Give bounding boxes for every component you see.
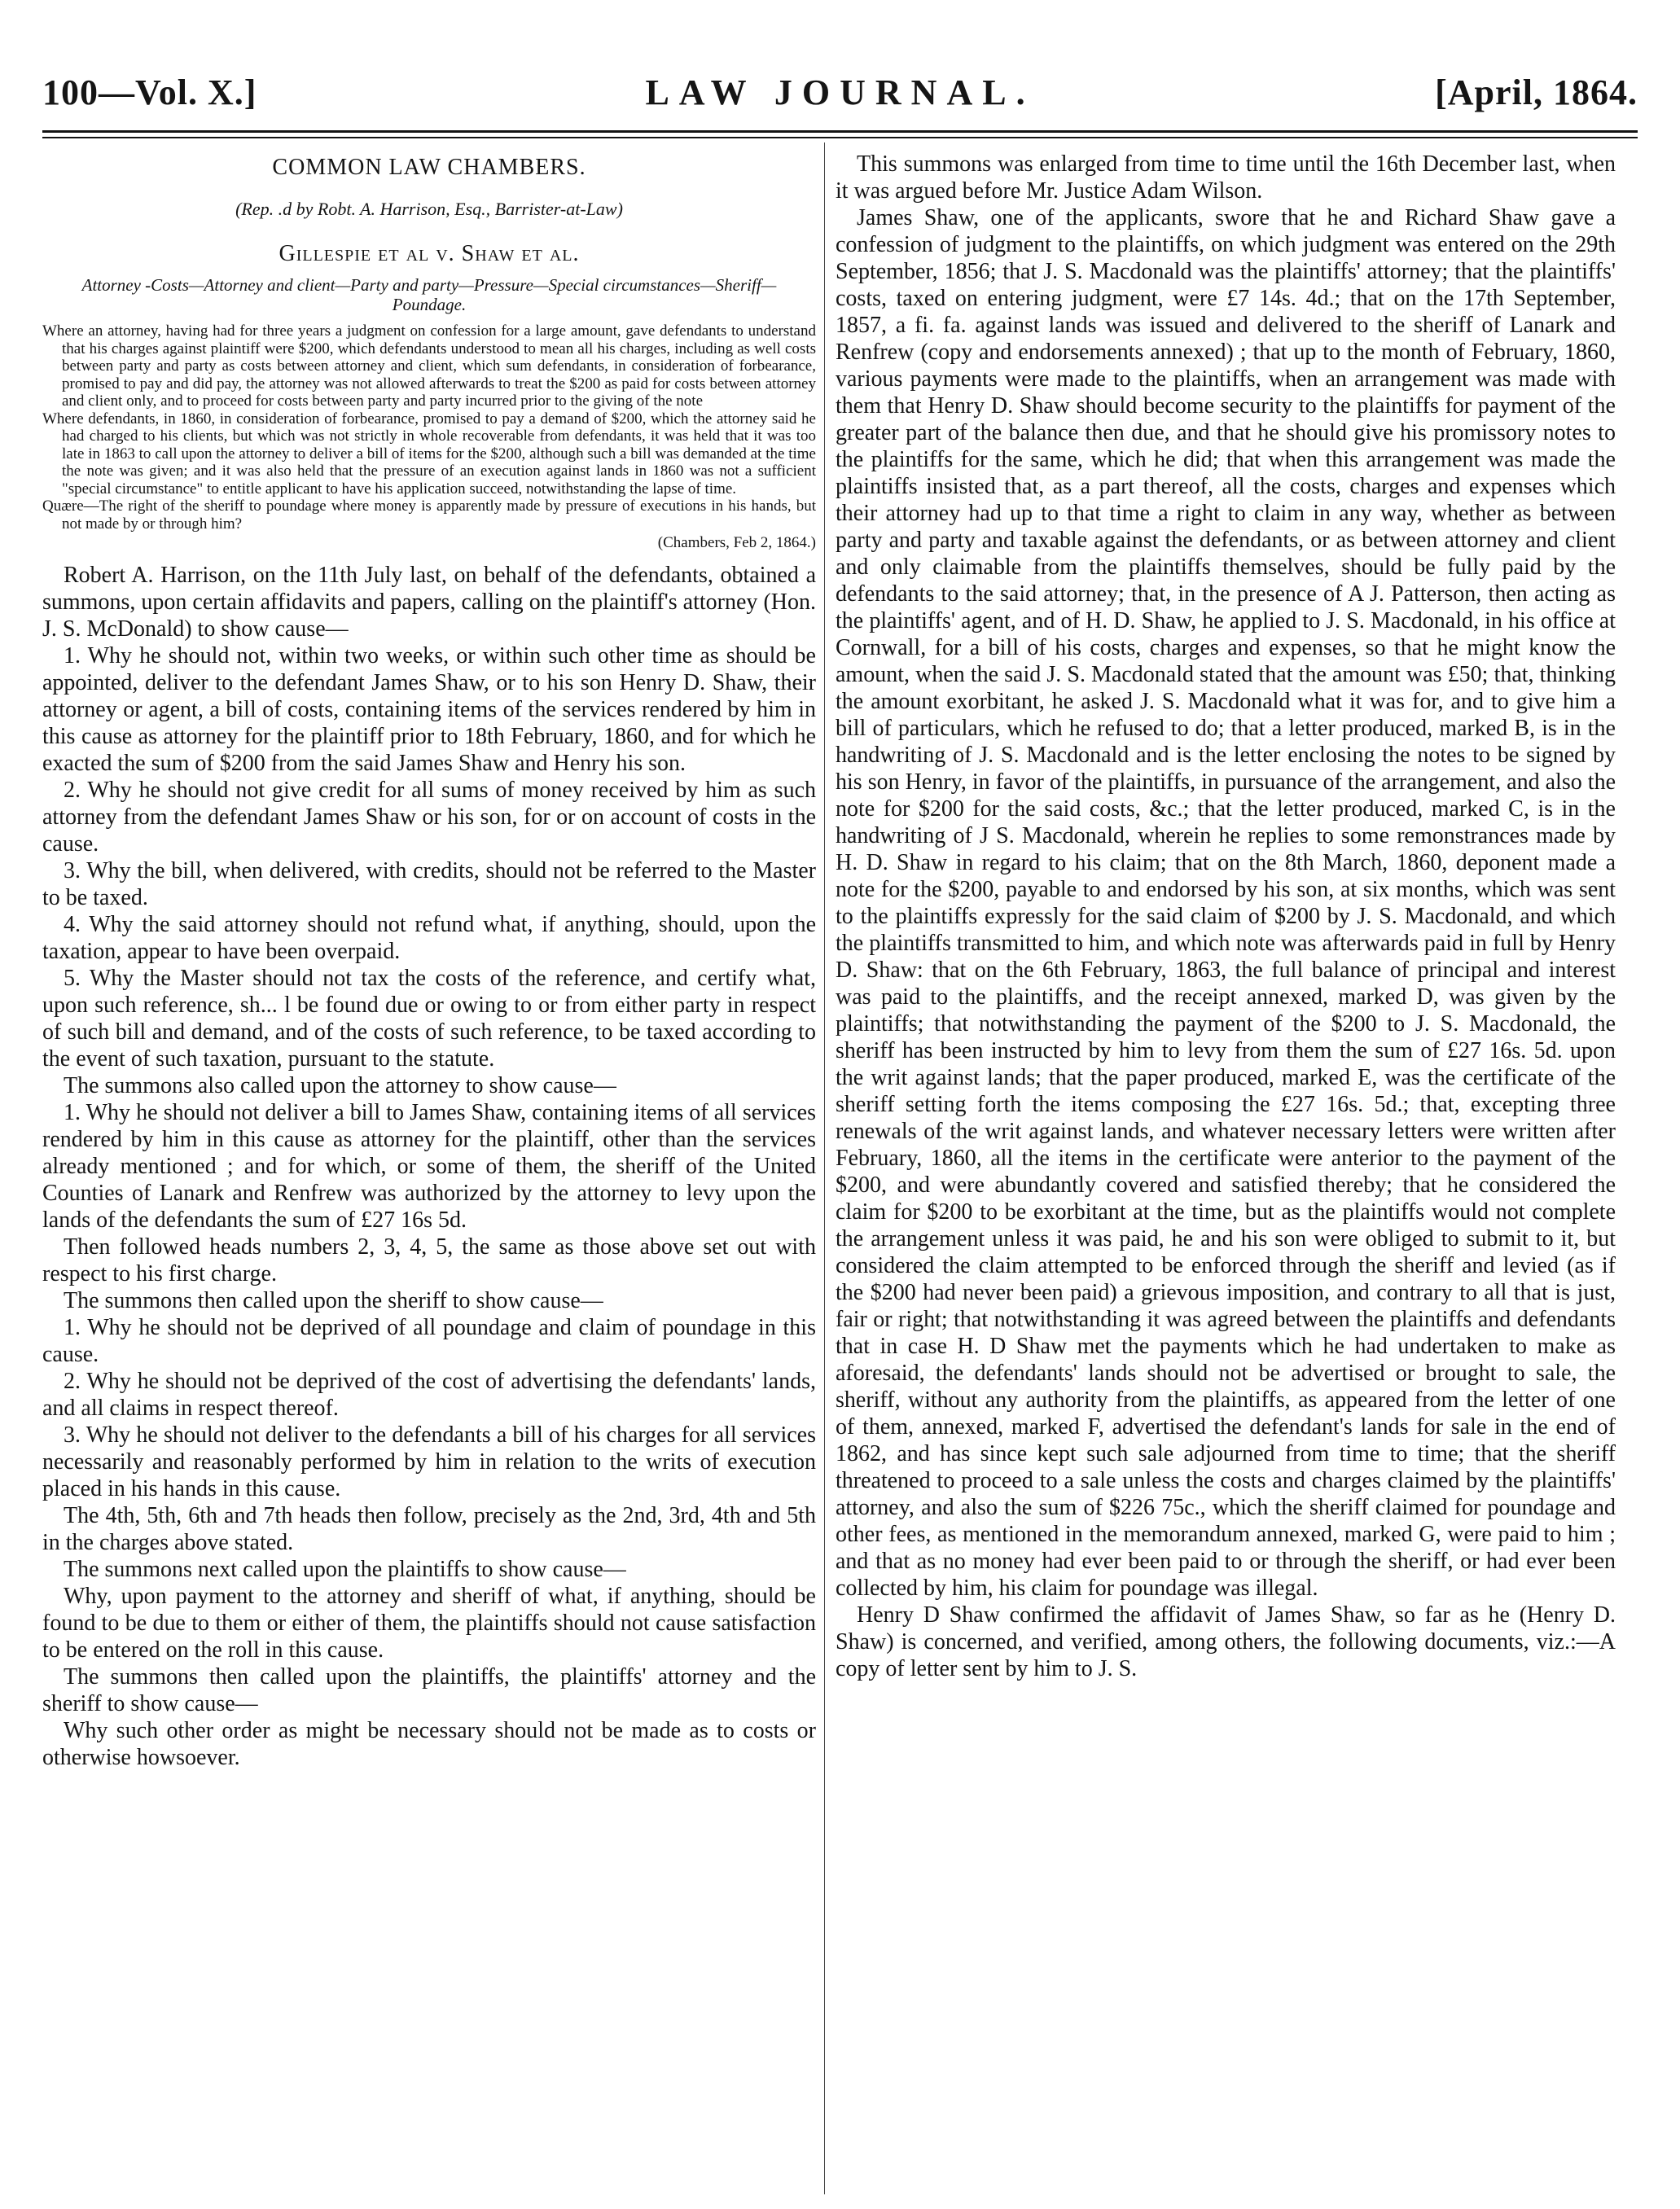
- body-paragraph: 1. Why he should not deliver a bill to James Shaw, containing items of all services rendered by him in this cause as attorney for the plaintiff, other than the services already mentioned ; and for which, or some of them, the sheriff of the United Counties of Lanark and Renfrew was authorized by the attorney to levy upon the lands of the defendants the sum of £27 16s 5d.: [42, 1100, 816, 1233]
- body-paragraph: The summons next called upon the plaintiffs to show cause—: [64, 1557, 626, 1582]
- body-paragraph: James Shaw, one of the applicants, swore that he and Richard Shaw gave a confession of judgment to the plaintiffs, on which judgment was entered on the 29th September, 1856; that J. S. Macdonald was the plaintiffs' attorney; that the plaintiffs' costs, taxed on entering judgment, were £7 14s. 4d.; that on the 17th September, 1857, a fi. fa. against lands was issued and delivered to the sheriff of Lanark and Renfrew (copy and endorsements annexed) ; that up to the month of February, 1860, various payments were made to the plaintiffs, when an arrangement was made with them that Henry D. Shaw should become security to the plaintiffs for payment of the greater part of the balance then due, and that he should give his promissory notes to the plaintiffs for the same, which he did; that when this arrangement was made the plaintiffs insisted that, as a part thereof, all the costs, charges and expenses which their attorney had up to that time a right to claim in any way, whether as between party and party and taxable against the defendants, or as between attorney and client and only claimable from the plaintiffs themselves, should be fully paid by the defendants to the said attorney; that, in the presence of A J. Patterson, then acting as the plaintiffs' agent, and of H. D. Shaw, he applied to J. S. Macdonald, in his office at Cornwall, for a bill of his costs, charges and expenses, so that he might know the amount, when the said J. S. Macdonald stated that the amount was £50; that, thinking the amount exorbitant, he asked J. S. Macdonald what it was for, and to give him a bill of particulars, which he refused to do; that a letter produced, marked B, is in the handwriting of J. S. Macdonald and is the letter enclosing the notes to be signed by his son Henry, in favor of the plaintiffs, in pursuance of the arrangement, and also the note for $200 for the said costs, &c.; that the letter produced, marked C, is in the handwriting of J S. Macdonald, wherein he replies to some remonstrances made by H. D. Shaw in regard to his claim; that on the 8th March, 1860, deponent made a note for the $200, payable to and endorsed by his son, at six months, which was sent to the plaintiffs expressly for the said claim of $200 by J. S. Macdonald, and which the plaintiffs transmitted to him, and which note was afterwards paid in full by Henry D. Shaw: that on the 6th February, 1863, the full balance of principal and interest was paid to the plaintiffs, and the receipt annexed, marked D, was given by the plaintiffs; that notwithstanding the payment of the $200 to J. S. Macdonald, the sheriff has been instructed by him to levy from them the sum of £27 16s. 5d. upon the writ against lands; that the paper produced, marked E, was the certificate of the sheriff setting forth the items composing the £27 16s. 5d.; that, excepting three renewals of the writ against lands, and whatever necessary letters were written after February, 1860, all the items in the certificate were anterior to the payment of the $200, and were abundantly covered and satisfied thereby; that he considered the claim for $200 to be exorbitant at the time, but as the plaintiffs would not complete the arrangement unless it was paid, he and his son were obliged to submit to it, but considered the claim attempted to be enforced through the sheriff and levied (as if the $200 had never been paid) a grievous imposition, and contrary to all that is just, fair or right; that notwithstanding it was agreed between the plaintiffs and defendants that in case H. D Shaw met the payments which he had undertaken to make as aforesaid, the defendants' lands should not be advertised or brought to sale, the sheriff, without any authority from the plaintiffs, as appeared from the letter of one of them, annexed, marked F, advertised the defendant's lands for sale in the end of 1862, and has since kept such sale adjourned from time to time; that the sheriff threatened to proceed to a sale unless the costs and charges claimed by the plaintiffs' attorney, and also the sum of $226 75c., which the sheriff claimed for poundage and other fees, as mentioned in the memorandum annexed, marked G, were paid to him ; and that as no money had ever been paid to or through the sheriff, or had ever been collected by him, his claim for poundage was illegal.: [836, 205, 1616, 1601]
- body-paragraph: 3. Why he should not deliver to the defendants a bill of his charges for all services necessarily and reasonably performed by him in relation to the writs of execution placed in his hands in this cause.: [42, 1422, 816, 1501]
- body-paragraph: The summons also called upon the attorney to show cause—: [64, 1073, 616, 1098]
- body-paragraph: 2. Why he should not give credit for all sums of money received by him as such attorney from the defendant James Shaw or his son, for or on account of costs in the cause.: [42, 778, 816, 857]
- body-paragraph: The summons then called upon the sheriff to show cause—: [64, 1288, 603, 1313]
- reporter-line: (Rep. .d by Robt. A. Harrison, Esq., Barrister-at-Law): [235, 199, 623, 219]
- body-paragraph: Robert A. Harrison, on the 11th July last, on behalf of the defendants, obtained a summons, upon certain affidavits and papers, calling on the plaintiff's attorney (Hon. J. S. McDonald) to show cause—: [42, 563, 816, 642]
- column-divider: [824, 142, 825, 2194]
- body-paragraph: The summons then called upon the plaintiffs, the plaintiffs' attorney and the sheriff to show cause—: [42, 1664, 816, 1716]
- body-paragraph: 4. Why the said attorney should not refund what, if anything, should, upon the taxation, appear to have been overpaid.: [42, 912, 816, 964]
- page-header: [42, 72, 1638, 129]
- case-name: Gillespie et al v. Shaw et al.: [279, 241, 580, 266]
- right-column: [836, 151, 1616, 1682]
- body-paragraph: The 4th, 5th, 6th and 7th heads then follow, precisely as the 2nd, 3rd, 4th and 5th in the charges above stated.: [42, 1503, 816, 1555]
- body-paragraph: Henry D Shaw confirmed the affidavit of James Shaw, so far as he (Henry D. Shaw) is concerned, and verified, among others, the following documents, viz.:—A copy of letter sent by him to J. S.: [836, 1602, 1616, 1681]
- issue-date: [April, 1864.: [1435, 72, 1638, 112]
- body-paragraph: 1. Why he should not, within two weeks, or within such other time as should be appointed, deliver to the defendant James Shaw, or to his son Henry D. Shaw, their attorney or agent, a bill of costs, containing items of the services rendered by him in this cause as attorney for the plaintiff prior to 18th February, 1860, and for which he exacted the sum of $200 from the said James Shaw and Henry his son.: [42, 643, 816, 776]
- case-citation: (Chambers, Feb 2, 1864.): [657, 534, 816, 551]
- body-paragraph: 2. Why he should not be deprived of the cost of advertising the defendants' lands, and all claims in respect thereof.: [42, 1369, 816, 1421]
- body-paragraph: Then followed heads numbers 2, 3, 4, 5, the same as those above set out with respect to his first charge.: [42, 1234, 816, 1286]
- body-paragraph: 3. Why the bill, when delivered, with credits, should not be referred to the Master to be taxed.: [42, 858, 816, 910]
- left-column: [42, 151, 816, 1771]
- body-paragraph: Why such other order as might be necessary should not be made as to costs or otherwise howsoever.: [42, 1718, 816, 1770]
- volume-page-number: 100—Vol. X.]: [42, 72, 257, 112]
- headnote-holding: Where defendants, in 1860, in consideration of forbearance, promised to pay a demand of $200, which the attorney said he had charged to his clients, but which was not strictly in whole recoverable from defendants, it was held that it was too late in 1863 to call upon the attorney to deliver a bill of items for the $200, although such a bill was demanded at the time the note was given; and it was also held that the pressure of an execution against lands in 1860 was not a sufficient "special circumstance" to entitle applicant to have his application succeed, notwithstanding the lapse of time.: [42, 410, 816, 497]
- header-rule-bottom: [42, 137, 1638, 138]
- section-title: COMMON LAW CHAMBERS.: [272, 155, 586, 180]
- body-paragraph: 1. Why he should not be deprived of all poundage and claim of poundage in this cause.: [42, 1315, 816, 1367]
- headnote-query: Quære—The right of the sheriff to poundage where money is apparently made by pressure of executions in his hands, but not made by or through him?: [42, 497, 816, 533]
- headnote-holding: Where an attorney, having had for three years a judgment on confession for a large amount, gave defendants to understand that his charges against plaintiff were $200, which defendants understood to mean all his charges, including as well costs between party and party as costs between attorney and client, which sum defendants, in consideration of forbearance, promised to pay and did pay, the attorney was not allowed afterwards to treat the $200 as paid for costs between attorney and client only, and to proceed for costs between party and party incurred prior to the giving of the note: [42, 322, 816, 410]
- header-rule-top: [42, 130, 1638, 133]
- headnote-keywords: Attorney -Costs—Attorney and client—Party and party—Pressure—Special circumstances—Sheriff—Poundage.: [81, 275, 777, 314]
- body-paragraph: Why, upon payment to the attorney and sheriff of what, if anything, should be found to be due to them or either of them, the plaintiffs should not cause satisfaction to be entered on the roll in this cause.: [42, 1584, 816, 1663]
- body-paragraph: This summons was enlarged from time to time until the 16th December last, when it was argued before Mr. Justice Adam Wilson.: [836, 151, 1616, 204]
- body-paragraph: 5. Why the Master should not tax the costs of the reference, and certify what, upon such reference, sh... l be found due or owing to or from either party in respect of such bill and demand, and of the costs of such reference, to be taxed according to the event of such taxation, pursuant to the statute.: [42, 966, 816, 1072]
- journal-title: LAW JOURNAL.: [645, 72, 1035, 112]
